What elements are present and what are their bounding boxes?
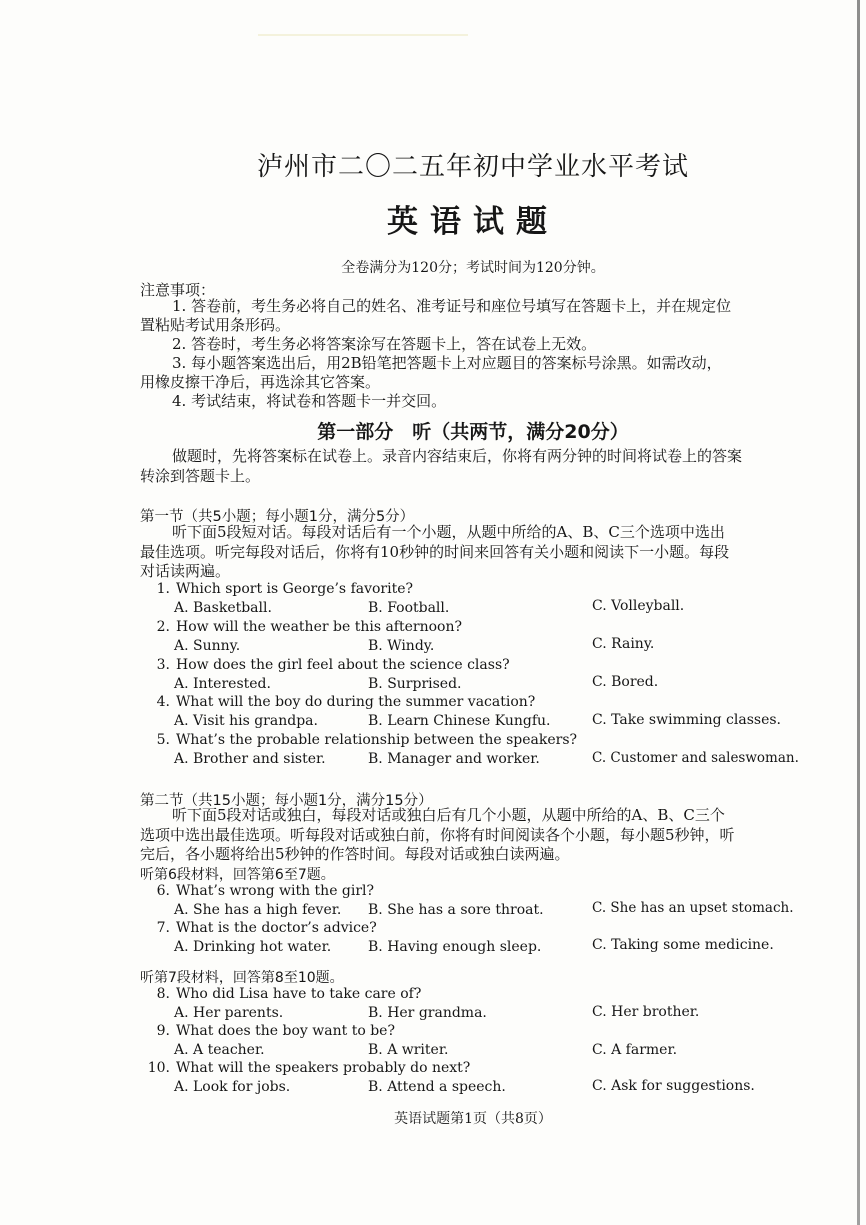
- notice-item-4-line1: 4. 考试结束，将试卷和答题卡一并交回。: [172, 392, 447, 410]
- subject-title: 英语试题: [387, 204, 559, 240]
- part1-instruction: [140, 447, 804, 486]
- question-text: What is the doctor’s advice?: [176, 920, 377, 936]
- question-text: What does the boy want to be?: [176, 1023, 395, 1039]
- notice-item-1-line2: 置粘贴考试用条形码。: [140, 316, 291, 334]
- question-text: What’s the probable relationship between the speakers?: [176, 732, 578, 748]
- question-number: 4.: [156, 694, 170, 710]
- notice-item-1: [140, 297, 804, 335]
- notice-item-3-line2: 用橡皮擦干净后，再选涂其它答案。: [140, 373, 381, 391]
- question-number: 7.: [156, 920, 170, 936]
- section1-intro: [140, 523, 804, 582]
- q6-option-b[interactable]: B. She has a sore throat.: [368, 902, 544, 918]
- question-text: How does the girl feel about the science class?: [176, 657, 510, 673]
- notice-item-2: [140, 335, 804, 354]
- notice-item-2-line1: 2. 答卷时，考生务必将答案涂写在答题卡上，答在试卷上无效。: [172, 335, 597, 353]
- section2-intro-line1: 听下面5段对话或独白，每段对话或独白后有几个小题，从题中所给的A、B、C三个: [172, 806, 725, 824]
- question-2: [140, 619, 462, 635]
- q4-option-c[interactable]: C. Take swimming classes.: [592, 712, 781, 728]
- question-3: [140, 657, 510, 673]
- q10-option-b[interactable]: B. Attend a speech.: [368, 1079, 506, 1095]
- notice-heading: 注意事项：: [140, 281, 216, 299]
- question-text: Which sport is George’s favorite?: [176, 581, 414, 597]
- q4-option-a[interactable]: A. Visit his grandpa.: [174, 713, 318, 729]
- q9-option-b[interactable]: B. A writer.: [368, 1042, 449, 1058]
- question-9: [140, 1023, 395, 1039]
- question-5: [140, 732, 577, 748]
- material-6-heading: 听第6段材料，回答第6至7题。: [140, 867, 335, 883]
- part1-instruction-line2: 转涂到答题卡上。: [140, 466, 261, 485]
- q2-option-c[interactable]: C. Rainy.: [592, 636, 655, 652]
- part1-title: 第一部分 听（共两节，满分20分）: [317, 421, 629, 443]
- notice-item-1-line1: 1. 答卷前，考生务必将自己的姓名、准考证号和座位号填写在答题卡上，并在规定位: [172, 297, 732, 315]
- question-4: [140, 694, 535, 710]
- notice-item-3: [140, 354, 804, 392]
- part1-instruction-line1: 做题时，先将答案标在试卷上。录音内容结束后，你将有两分钟的时间将试卷上的答案: [172, 447, 743, 465]
- page-footer: 英语试题第1页（共8页）: [394, 1111, 552, 1127]
- question-number: 5.: [156, 732, 170, 748]
- question-number: 3.: [156, 657, 170, 673]
- section1-heading: 第一节（共5小题；每小题1分，满分5分）: [140, 509, 415, 525]
- section2-intro: [140, 806, 804, 865]
- q4-option-b[interactable]: B. Learn Chinese Kungfu.: [368, 713, 551, 729]
- question-number: 1.: [156, 581, 170, 597]
- q2-option-a[interactable]: A. Sunny.: [174, 638, 241, 654]
- question-text: What’s wrong with the girl?: [176, 883, 375, 899]
- scan-edge: [857, 0, 860, 1225]
- question-number: 6.: [156, 883, 170, 899]
- q9-option-c[interactable]: C. A farmer.: [592, 1042, 678, 1058]
- question-text: How will the weather be this afternoon?: [176, 619, 462, 635]
- section1-intro-line1: 听下面5段短对话。每段对话后有一个小题，从题中所给的A、B、C三个选项中选出: [172, 523, 725, 541]
- q2-option-b[interactable]: B. Windy.: [368, 638, 435, 654]
- q10-option-c[interactable]: C. Ask for suggestions.: [592, 1078, 755, 1094]
- q1-option-c[interactable]: C. Volleyball.: [592, 598, 685, 614]
- question-7: [140, 920, 377, 936]
- q3-option-a[interactable]: A. Interested.: [174, 676, 271, 692]
- question-text: What will the boy do during the summer vacation?: [176, 694, 536, 710]
- notice-item-4: [140, 392, 804, 411]
- q3-option-c[interactable]: C. Bored.: [592, 674, 659, 690]
- q5-option-c[interactable]: C. Customer and saleswoman.: [592, 750, 799, 766]
- notice-item-3-line1: 3. 每小题答案选出后，用2B铅笔把答题卡上对应题目的答案标号涂黑。如需改动，: [172, 354, 722, 372]
- q10-option-a[interactable]: A. Look for jobs.: [174, 1079, 291, 1095]
- question-8: [140, 986, 421, 1002]
- q8-option-b[interactable]: B. Her grandma.: [368, 1005, 487, 1021]
- q7-option-c[interactable]: C. Taking some medicine.: [592, 937, 774, 953]
- question-number: 10.: [147, 1060, 170, 1076]
- full-score-line: 全卷满分为120分；考试时间为120分钟。: [341, 260, 605, 276]
- section1-intro-line2: 最佳选项。听完每段对话后，你将有10秒钟的时间来回答有关小题和阅读下一小题。每段: [140, 542, 730, 561]
- question-1: [140, 581, 413, 597]
- q3-option-b[interactable]: B. Surprised.: [368, 676, 462, 692]
- question-text: What will the speakers probably do next?: [176, 1060, 471, 1076]
- q1-option-a[interactable]: A. Basketball.: [174, 600, 272, 616]
- section1-intro-line3: 对话读两遍。: [140, 562, 231, 580]
- q7-option-a[interactable]: A. Drinking hot water.: [174, 939, 332, 955]
- q6-option-c[interactable]: C. She has an upset stomach.: [592, 900, 794, 916]
- material-7-heading: 听第7段材料，回答第8至10题。: [140, 970, 344, 986]
- q6-option-a[interactable]: A. She has a high fever.: [174, 902, 342, 918]
- question-10: [140, 1060, 470, 1076]
- question-number: 9.: [156, 1023, 170, 1039]
- q8-option-c[interactable]: C. Her brother.: [592, 1004, 700, 1020]
- q9-option-a[interactable]: A. A teacher.: [174, 1042, 265, 1058]
- q1-option-b[interactable]: B. Football.: [368, 600, 450, 616]
- exam-title: 泸州市二〇二五年初中学业水平考试: [256, 152, 689, 182]
- section2-heading: 第二节（共15小题；每小题1分，满分15分）: [140, 793, 433, 809]
- question-number: 8.: [156, 986, 170, 1002]
- section2-intro-line3: 完后，各小题将给出5秒钟的作答时间。每段对话或独白读两遍。: [140, 845, 570, 863]
- section2-intro-line2: 选项中选出最佳选项。听每段对话或独白前，你将有时间阅读各个小题，每小题5秒钟，听: [140, 825, 735, 844]
- q5-option-a[interactable]: A. Brother and sister.: [174, 751, 326, 767]
- q7-option-b[interactable]: B. Having enough sleep.: [368, 939, 542, 955]
- question-text: Who did Lisa have to take care of?: [176, 986, 422, 1002]
- q5-option-b[interactable]: B. Manager and worker.: [368, 751, 540, 767]
- q8-option-a[interactable]: A. Her parents.: [174, 1005, 284, 1021]
- question-number: 2.: [156, 619, 170, 635]
- scan-mark: [258, 34, 468, 36]
- question-6: [140, 883, 374, 899]
